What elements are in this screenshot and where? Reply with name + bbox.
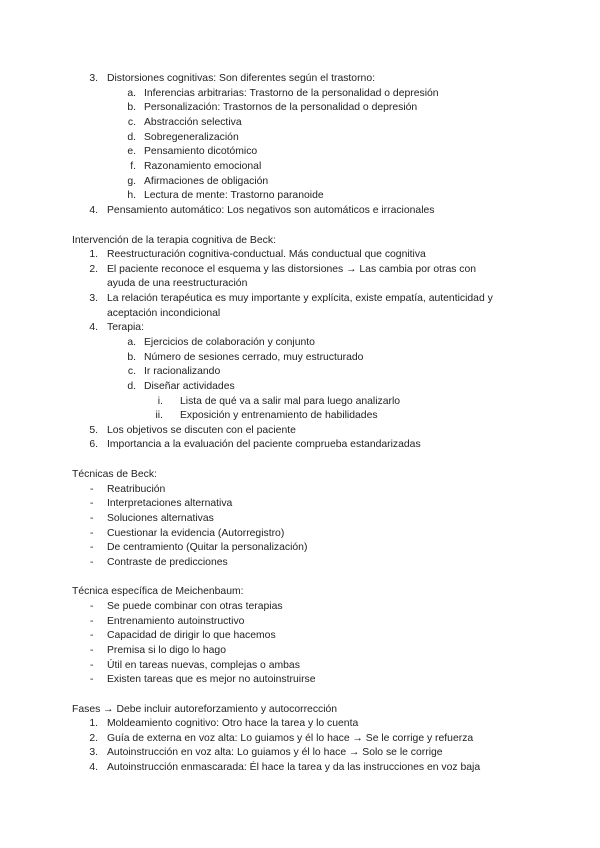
bullet-dash: - xyxy=(90,498,94,509)
sub-marker: c. xyxy=(127,117,136,128)
bullet-dash: - xyxy=(90,645,94,656)
list-marker: 3. xyxy=(89,73,98,84)
sub-marker: g. xyxy=(127,176,136,187)
list-item: Guía de externa en voz alta: Lo guiamos y él lo hace → Se le corrige y refuerza xyxy=(107,733,474,744)
bullet-item: De centramiento (Quitar la personalización) xyxy=(107,542,308,553)
sub-marker: b. xyxy=(127,352,136,363)
list-item: El paciente reconoce el esquema y las distorsiones → Las cambia por otras con xyxy=(107,264,477,275)
bullet-item: Capacidad de dirigir lo que hacemos xyxy=(107,630,276,641)
bullet-dash: - xyxy=(90,484,94,495)
list-item-automatic-thought: Pensamiento automático: Los negativos son automáticos e irracionales xyxy=(107,205,435,216)
list-marker: 1. xyxy=(89,249,98,260)
sub-item: Abstracción selectiva xyxy=(144,117,242,128)
subsub-item: Lista de qué va a salir mal para luego analizarlo xyxy=(180,396,401,407)
list-item: Moldeamiento cognitivo: Otro hace la tarea y lo cuenta xyxy=(107,718,359,729)
list-item-continuation: ayuda de una reestructuración xyxy=(107,278,248,289)
sub-item: Inferencias arbitrarias: Trastorno de la personalidad o depresión xyxy=(144,88,439,99)
bullet-item: Contraste de predicciones xyxy=(107,557,228,568)
sub-marker: e. xyxy=(127,146,136,157)
sub-marker: a. xyxy=(127,88,136,99)
bullet-item: Entrenamiento autoinstructivo xyxy=(107,616,245,627)
section-heading-beck-intervention: Intervención de la terapia cognitiva de Beck: xyxy=(72,235,276,246)
sub-item: Personalización: Trastornos de la personalidad o depresión xyxy=(144,102,418,113)
sub-marker: a. xyxy=(127,337,136,348)
subsub-marker: i. xyxy=(157,396,163,407)
list-marker: 3. xyxy=(89,293,98,304)
bullet-dash: - xyxy=(90,616,94,627)
sub-item: Número de sesiones cerrado, muy estructurado xyxy=(144,352,364,363)
bullet-dash: - xyxy=(90,601,94,612)
list-marker: 4. xyxy=(89,205,98,216)
sub-item: Afirmaciones de obligación xyxy=(144,176,269,187)
subsub-item: Exposición y entrenamiento de habilidades xyxy=(180,410,378,421)
bullet-item: Interpretaciones alternativa xyxy=(107,498,233,509)
sub-item: Ir racionalizando xyxy=(144,366,221,377)
bullet-dash: - xyxy=(90,542,94,553)
list-item-distortions: Distorsiones cognitivas: Son diferentes según el trastorno: xyxy=(107,73,375,84)
sub-marker: h. xyxy=(127,190,136,201)
list-marker: 4. xyxy=(89,762,98,773)
sub-item: Diseñar actividades xyxy=(144,381,235,392)
list-marker: 2. xyxy=(89,264,98,275)
sub-item: Sobregeneralización xyxy=(144,132,239,143)
list-marker: 4. xyxy=(89,322,98,333)
subsub-marker: ii. xyxy=(155,410,163,421)
sub-marker: f. xyxy=(130,161,136,172)
bullet-item: Premisa si lo digo lo hago xyxy=(107,645,226,656)
bullet-dash: - xyxy=(90,660,94,671)
bullet-dash: - xyxy=(90,513,94,524)
sub-item: Lectura de mente: Trastorno paranoide xyxy=(144,190,324,201)
bullet-item: Soluciones alternativas xyxy=(107,513,214,524)
sub-marker: c. xyxy=(127,366,136,377)
list-item-continuation: aceptación incondicional xyxy=(107,308,221,319)
list-marker: 6. xyxy=(89,439,98,450)
sub-marker: b. xyxy=(127,102,136,113)
list-item: Autoinstrucción en voz alta: Lo guiamos y él lo hace → Solo se le corrige xyxy=(107,747,443,758)
sub-item: Razonamiento emocional xyxy=(144,161,262,172)
list-item-therapy: Terapia: xyxy=(107,322,144,333)
list-marker: 5. xyxy=(89,425,98,436)
section-heading-beck-techniques: Técnicas de Beck: xyxy=(72,469,157,480)
sub-marker: d. xyxy=(127,381,136,392)
bullet-dash: - xyxy=(90,674,94,685)
list-item: Importancia a la evaluación del paciente comprueba estandarizadas xyxy=(107,439,421,450)
bullet-dash: - xyxy=(90,557,94,568)
section-heading-meichenbaum: Técnica específica de Meichenbaum: xyxy=(72,586,244,597)
list-item: Reestructuración cognitiva-conductual. Más conductual que cognitiva xyxy=(107,249,426,260)
list-item: La relación terapéutica es muy importante y explícita, existe empatía, autenticidad y xyxy=(107,293,493,304)
bullet-item: Reatribución xyxy=(107,484,166,495)
list-marker: 3. xyxy=(89,747,98,758)
bullet-item: Existen tareas que es mejor no autoinstruirse xyxy=(107,674,316,685)
bullet-item: Se puede combinar con otras terapias xyxy=(107,601,283,612)
list-item: Los objetivos se discuten con el paciente xyxy=(107,425,296,436)
list-marker: 2. xyxy=(89,733,98,744)
bullet-dash: - xyxy=(90,630,94,641)
sub-item: Pensamiento dicotómico xyxy=(144,146,258,157)
bullet-item: Cuestionar la evidencia (Autorregistro) xyxy=(107,528,285,539)
list-marker: 1. xyxy=(89,718,98,729)
list-item: Autoinstrucción enmascarada: Él hace la tarea y da las instrucciones en voz baja xyxy=(107,762,481,773)
section-heading-phases: Fases → Debe incluir autoreforzamiento y autocorrección xyxy=(72,704,338,715)
bullet-dash: - xyxy=(90,528,94,539)
bullet-item: Útil en tareas nuevas, complejas o ambas xyxy=(107,660,300,671)
sub-marker: d. xyxy=(127,132,136,143)
sub-item: Ejercicios de colaboración y conjunto xyxy=(144,337,315,348)
